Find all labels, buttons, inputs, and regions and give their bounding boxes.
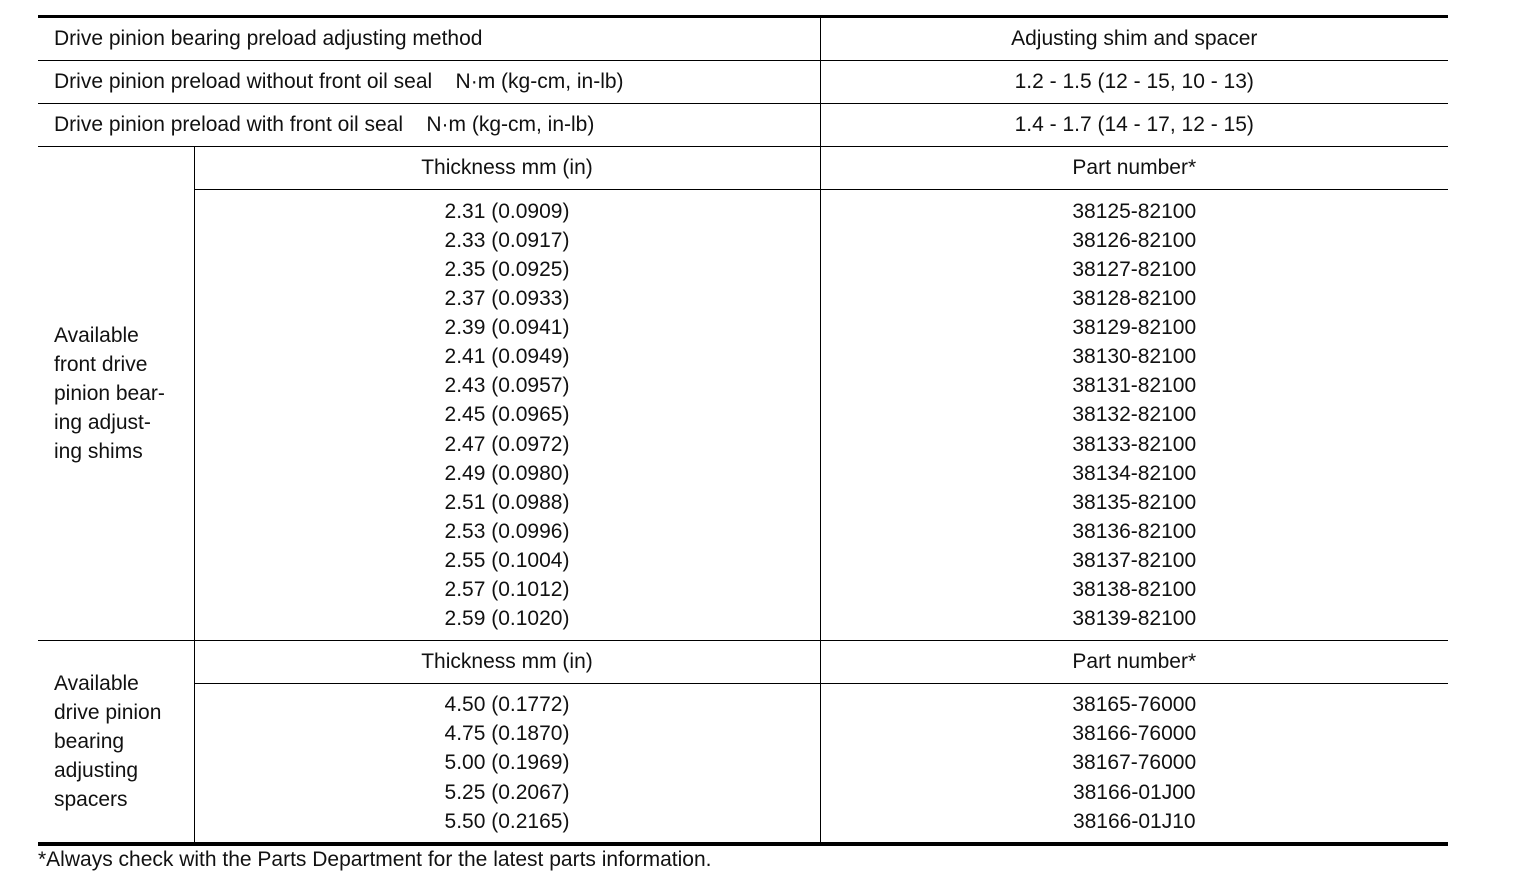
shim-thickness-value: 2.53 (0.0996): [444, 519, 570, 543]
shim-part-number: 38126-82100: [1072, 228, 1197, 252]
shim-thickness-value: 2.43 (0.0957): [444, 374, 570, 398]
spacer-part-number: 38166-01J10: [1072, 809, 1196, 833]
spacers-header-row: [38, 641, 1448, 684]
shim-thickness-value: 2.39 (0.0941): [444, 316, 570, 340]
method-row: [38, 17, 1448, 61]
shim-part-number: 38135-82100: [1072, 490, 1197, 514]
group-label-line: Available: [54, 324, 139, 347]
spacers-values-row: [38, 684, 1448, 845]
preload-with-seal-value: 1.4 - 1.7 (14 - 17, 12 - 15): [820, 104, 1448, 147]
method-value: Adjusting shim and spacer: [820, 17, 1448, 61]
shim-thickness-value: 2.47 (0.0972): [444, 432, 570, 456]
group-label-line: drive pinion: [54, 701, 162, 724]
shim-part-number: 38127-82100: [1072, 257, 1197, 281]
group-label-line: Available: [54, 672, 139, 695]
shim-part-number: 38130-82100: [1072, 345, 1197, 369]
shim-thickness-value: 2.55 (0.1004): [444, 548, 570, 572]
spacer-part-number: 38166-01J00: [1072, 780, 1196, 804]
spacers-thickness-header: Thickness mm (in): [194, 641, 820, 684]
preload-without-seal-label: Drive pinion preload without front oil seal N·m (kg-cm, in-lb): [38, 61, 820, 104]
preload-with-seal-label: Drive pinion preload with front oil seal N·m (kg-cm, in-lb): [38, 104, 820, 147]
shims-label-text: [54, 321, 194, 466]
shim-thickness-value: 2.31 (0.0909): [444, 199, 570, 223]
preload-without-seal-value: 1.2 - 1.5 (12 - 15, 10 - 13): [820, 61, 1448, 104]
group-label-line: ing adjust-: [54, 411, 151, 434]
parts-footnote: *Always check with the Parts Department for the latest parts information.: [38, 848, 712, 871]
shim-part-number: 38125-82100: [1072, 199, 1197, 223]
shims-group-label: [38, 147, 194, 641]
shim-part-number: 38128-82100: [1072, 287, 1197, 311]
shim-thickness-value: 2.59 (0.1020): [444, 607, 570, 631]
spacer-thickness-value: 4.75 (0.1870): [444, 722, 570, 746]
shim-thickness-value: 2.41 (0.0949): [444, 345, 570, 369]
shim-thickness-value: 2.45 (0.0965): [444, 403, 570, 427]
group-label-line: ing shims: [54, 440, 143, 463]
shim-part-number: 38136-82100: [1072, 519, 1197, 543]
spacer-part-number: 38167-76000: [1072, 751, 1197, 775]
spacers-group-label: [38, 641, 194, 845]
spacer-thickness-value: 5.50 (0.2165): [444, 809, 570, 833]
group-label-line: front drive: [54, 353, 148, 376]
group-label-line: adjusting: [54, 759, 139, 782]
shim-part-number: 38131-82100: [1072, 374, 1197, 398]
shim-part-number: 38139-82100: [1072, 607, 1197, 631]
shim-part-number: 38137-82100: [1072, 548, 1197, 572]
group-label-line: bearing: [54, 730, 125, 753]
spacer-part-number: 38166-76000: [1072, 722, 1197, 746]
shim-part-number: 38132-82100: [1072, 403, 1197, 427]
shim-part-number: 38134-82100: [1072, 461, 1197, 485]
shims-part-list: [820, 190, 1448, 641]
spacers-thickness-values: [195, 690, 820, 835]
spacers-part-header: Part number*: [820, 641, 1448, 684]
shim-thickness-value: 2.49 (0.0980): [444, 461, 570, 485]
spacers-thickness-list: [194, 684, 820, 845]
shims-header-row: [38, 147, 1448, 190]
shim-thickness-value: 2.37 (0.0933): [444, 287, 570, 311]
spacer-thickness-value: 5.00 (0.1969): [444, 751, 570, 775]
shim-thickness-value: 2.33 (0.0917): [444, 228, 570, 252]
spacers-label-text: [54, 669, 194, 814]
shims-thickness-list: [194, 190, 820, 641]
shim-part-number: 38129-82100: [1072, 316, 1197, 340]
shim-part-number: 38133-82100: [1072, 432, 1197, 456]
method-label: Drive pinion bearing preload adjusting method: [38, 17, 820, 61]
shims-values-row: [38, 190, 1448, 641]
shims-thickness-header: Thickness mm (in): [194, 147, 820, 190]
spacers-part-list: [820, 684, 1448, 845]
preload-without-seal-row: [38, 61, 1448, 104]
preload-with-seal-row: [38, 104, 1448, 147]
spacers-part-values: [821, 690, 1449, 835]
shim-thickness-value: 2.51 (0.0988): [444, 490, 570, 514]
preload-spec-table: [38, 15, 1448, 846]
shim-part-number: 38138-82100: [1072, 578, 1197, 602]
spacer-thickness-value: 5.25 (0.2067): [444, 780, 570, 804]
shim-thickness-value: 2.57 (0.1012): [444, 578, 570, 602]
shims-part-header: Part number*: [820, 147, 1448, 190]
shim-thickness-value: 2.35 (0.0925): [444, 257, 570, 281]
spacer-part-number: 38165-76000: [1072, 693, 1197, 717]
group-label-line: spacers: [54, 788, 128, 811]
group-label-line: pinion bear-: [54, 382, 165, 405]
shims-thickness-values: [195, 197, 820, 633]
shims-part-values: [821, 197, 1449, 633]
spacer-thickness-value: 4.50 (0.1772): [444, 693, 570, 717]
